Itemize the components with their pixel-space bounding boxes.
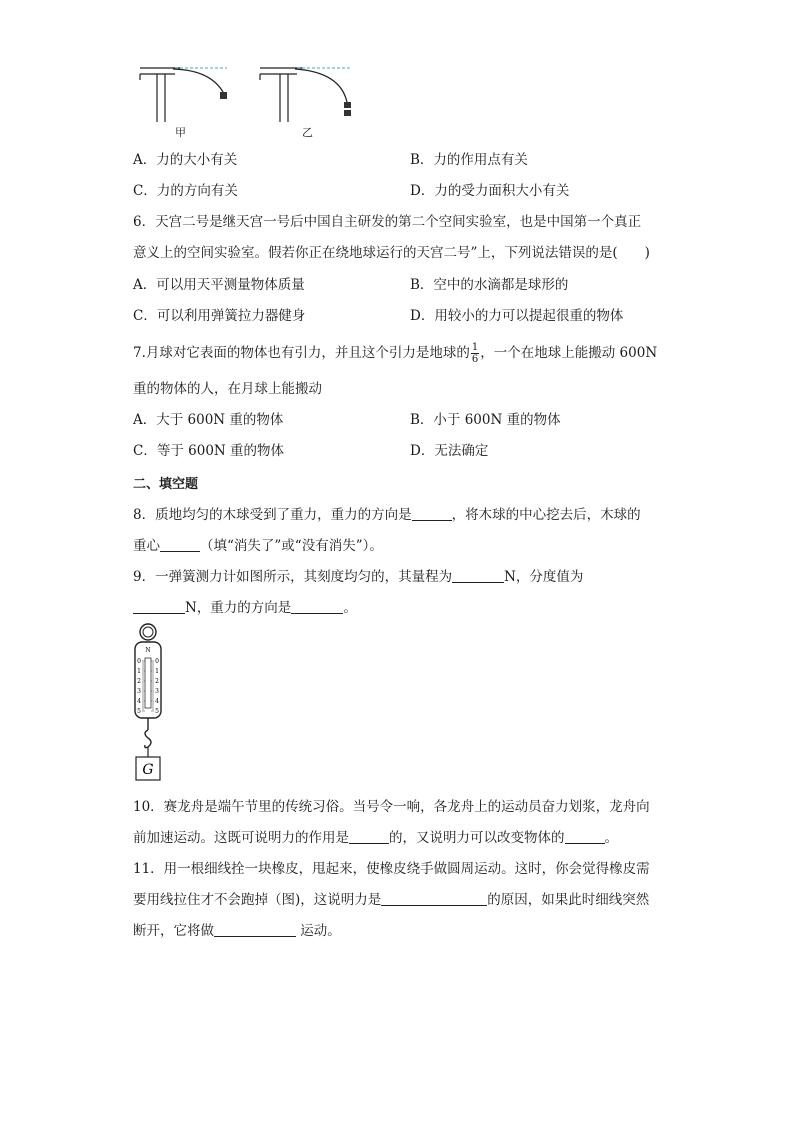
bending-ruler-figure — [135, 60, 365, 140]
option-text: 无法确定 — [434, 443, 489, 459]
q8-text-a: 8．质地均匀的木球受到了重力，重力的方向是 — [133, 507, 412, 523]
scale-tick-label: 3 — [137, 688, 141, 695]
q7-stem-line1 — [133, 342, 657, 365]
q7-option-b[interactable] — [410, 410, 561, 430]
scale-tick-label: 1 — [155, 668, 159, 675]
q6-stem-line1: 6．天宫二号是继天宫一号后中国自主研发的第二个空间实验室，也是中国第一个真正 — [133, 214, 642, 230]
weight-right-2 — [344, 110, 351, 116]
q6-option-d[interactable] — [410, 306, 623, 326]
q8-text-d: （填“消失了”或“没有消失”）。 — [200, 538, 383, 554]
q9-stem-line2 — [133, 598, 357, 618]
scale-tick-label: 4 — [155, 698, 159, 705]
ruler-curve-left — [173, 69, 223, 92]
option-letter: A． — [133, 277, 157, 293]
weight-label: G — [142, 762, 154, 778]
option-text: 力的大小有关 — [156, 152, 238, 168]
q6-option-c[interactable] — [133, 306, 305, 326]
q11-text-c: 断开，它将做 — [133, 923, 214, 939]
answer-blank[interactable] — [565, 829, 605, 844]
q6-option-b[interactable] — [410, 275, 568, 295]
q9-stem-line1 — [133, 567, 583, 587]
weight-right-1 — [344, 102, 351, 108]
scale-tick-label: 0 — [155, 658, 159, 665]
fraction-numerator: 1 — [471, 342, 479, 353]
option-text: 用较小的力可以提起很重的物体 — [434, 308, 624, 324]
q7-text-b: ，一个在地球上能搬动 600N — [480, 345, 658, 361]
q6-option-a[interactable] — [133, 275, 305, 295]
top-ring-inner — [143, 627, 153, 637]
option-text: 力的作用点有关 — [433, 152, 528, 168]
answer-blank[interactable] — [412, 506, 452, 521]
q11-text-d: 运动。 — [296, 923, 341, 939]
q7-option-c[interactable] — [133, 441, 284, 461]
answer-blank[interactable] — [214, 922, 296, 937]
hook — [145, 730, 151, 748]
scale-tick-label: 2 — [137, 678, 141, 685]
option-text: 大于 600N 重的物体 — [156, 412, 284, 428]
option-letter: A． — [133, 412, 157, 428]
scale-tick-label: 5 — [137, 708, 141, 715]
q8-text-b: ，将木球的中心挖去后，木球的 — [451, 507, 641, 523]
q11-stem-line2 — [133, 890, 649, 910]
scale-tick-label: 0 — [137, 658, 141, 665]
q9-text-b: N，分度值为 — [504, 569, 584, 585]
q10-text-c: 。 — [604, 830, 618, 846]
option-text: 空中的水滴都是球形的 — [433, 277, 569, 293]
option-letter: B． — [410, 277, 434, 293]
answer-blank[interactable] — [133, 599, 185, 614]
ruler-curve-right — [295, 69, 347, 102]
option-text: 力的方向有关 — [156, 183, 238, 199]
option-text: 可以用天平测量物体质量 — [156, 277, 305, 293]
answer-blank[interactable] — [349, 829, 389, 844]
q10-stem-line1: 10．赛龙舟是端午节里的传统习俗。当号令一响，各龙舟上的运动员奋力划浆，龙舟向 — [133, 799, 650, 815]
option-letter: A． — [133, 152, 157, 168]
answer-blank[interactable] — [160, 537, 200, 552]
spring-scale-figure — [128, 622, 173, 784]
q5-option-c[interactable] — [133, 181, 238, 201]
answer-blank[interactable] — [291, 599, 343, 614]
option-text: 等于 600N 重的物体 — [156, 443, 285, 459]
fraction-one-sixth — [471, 342, 479, 365]
option-letter: C． — [133, 308, 157, 324]
q11-stem-line1: 11．用一根细线拴一块橡皮，甩起来，使橡皮绕手做圆周运动。这时，你会觉得橡皮需 — [133, 861, 650, 877]
q7-stem-line2: 重的物体的人，在月球上能搬动 — [133, 381, 322, 397]
scale-unit-label: N — [145, 647, 151, 654]
q7-text-a: 7.月球对它表面的物体也有引力，并且这个引力是地球的 — [133, 345, 470, 361]
q5-option-b[interactable] — [410, 150, 528, 170]
scale-tick-label: 4 — [137, 698, 141, 705]
q8-stem-line1 — [133, 505, 641, 525]
fraction-denominator: 6 — [471, 354, 479, 365]
q9-text-a: 9．一弹簧测力计如图所示，其刻度均匀的，其量程为 — [133, 569, 453, 585]
weight-left — [220, 92, 227, 99]
option-letter: C． — [133, 183, 157, 199]
q11-text-a: 要用线拉住才不会跑掉（图)，这说明力是 — [133, 892, 382, 908]
q8-stem-line2 — [133, 536, 383, 556]
section-title-fill-in: 二、填空题 — [133, 477, 199, 492]
option-letter: B． — [410, 412, 434, 428]
figure-label-jia: 甲 — [175, 126, 186, 139]
q10-stem-line2 — [133, 828, 618, 848]
top-ring — [140, 624, 156, 640]
table-left — [140, 68, 180, 122]
q7-option-a[interactable] — [133, 410, 283, 430]
scale-tick-label: 2 — [155, 678, 159, 685]
q9-text-c: N，重力的方向是 — [185, 600, 292, 616]
q11-stem-line3 — [133, 921, 341, 941]
q5-option-a[interactable] — [133, 150, 237, 170]
q6-stem-line2: 意义上的空间实验室。假若你正在绕地球运行的天宫二号”上，下列说法错误的是( ) — [133, 245, 650, 261]
option-text: 力的受力面积大小有关 — [434, 183, 570, 199]
scale-tick-label: 3 — [155, 688, 159, 695]
q11-text-b: 的原因，如果此时细线突然 — [487, 892, 650, 908]
q5-option-d[interactable] — [410, 181, 569, 201]
option-letter: D． — [410, 443, 435, 459]
figure-label-yi: 乙 — [302, 126, 313, 139]
q7-option-d[interactable] — [410, 441, 488, 461]
scale-tick-label: 5 — [155, 708, 159, 715]
answer-blank[interactable] — [452, 568, 504, 583]
option-letter: C． — [133, 443, 157, 459]
option-letter: B． — [410, 152, 434, 168]
option-letter: D． — [410, 183, 435, 199]
q9-text-d: 。 — [343, 600, 357, 616]
table-right — [260, 68, 303, 122]
option-text: 可以利用弹簧拉力器健身 — [156, 308, 306, 324]
answer-blank[interactable] — [381, 891, 487, 906]
q10-text-a: 前加速运动。这既可说明力的作用是 — [133, 830, 349, 846]
option-text: 小于 600N 重的物体 — [433, 412, 561, 428]
scale-tick-label: 1 — [137, 668, 141, 675]
q10-text-b: 的，又说明力可以改变物体的 — [389, 830, 565, 846]
q8-text-c: 重心 — [133, 538, 160, 554]
option-letter: D． — [410, 308, 435, 324]
